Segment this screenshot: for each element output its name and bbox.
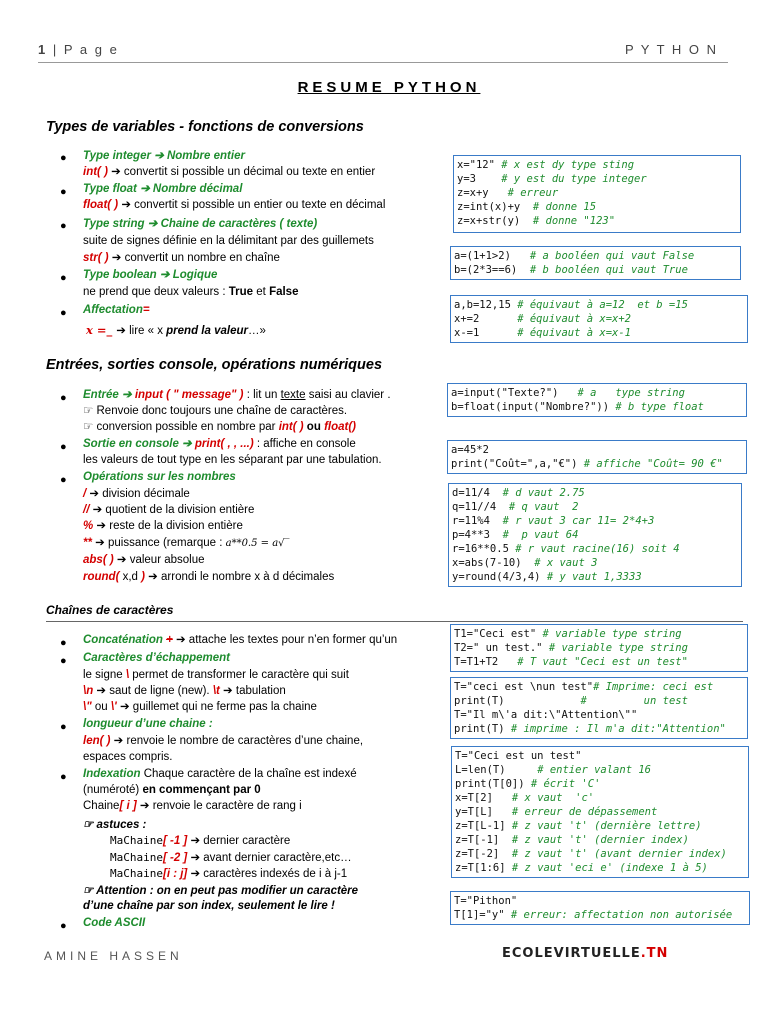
code-line: p=4**3 # p vaut 64: [452, 529, 579, 541]
text-line: Code ASCII: [83, 917, 146, 929]
text-line: Type integer ➔ Nombre entier: [83, 150, 245, 162]
bullet: ●: [60, 392, 67, 404]
text-line: les valeurs de tout type en les séparant par une tabulation.: [83, 454, 382, 466]
section-title-types: Types de variables - fonctions de conversions: [46, 119, 364, 135]
text-line: Indexation Chaque caractère de la chaîne est indexé: [83, 768, 357, 780]
bullet: ●: [60, 721, 67, 733]
bullet: ●: [60, 152, 67, 164]
code-line: T2=" un test." # variable type string: [454, 642, 688, 654]
bullet: ●: [60, 771, 67, 783]
text-line: float( ) ➔ convertit si possible un entier ou texte en décimal: [83, 199, 386, 211]
code-line: a=(1+1>2) # a booléen qui vaut False: [454, 250, 695, 262]
code-line: T[1]="y" # erreur: affectation non autorisée: [454, 909, 733, 921]
code-line: z=int(x)+y # donne 15: [457, 201, 597, 213]
code-line: y=T[L] # erreur de dépassement: [455, 806, 658, 818]
text-line: ☞ Renvoie donc toujours une chaîne de caractères.: [83, 405, 348, 417]
code-line: z=T[1:6] # z vaut 'eci e' (indexe 1 à 5): [455, 862, 708, 874]
code-line: print(T) # un test: [454, 695, 688, 707]
code-line: T="Il m\'a dit:\"Attention\"": [454, 709, 638, 721]
code-box-escape: [450, 677, 748, 739]
text-line: longueur d’une chaine :: [83, 718, 213, 730]
code-line: x=abs(7-10) # x vaut 3: [452, 557, 598, 569]
code-line: q=11//4 # q vaut 2: [452, 501, 579, 513]
page-header-left: [38, 42, 119, 57]
code-line: z=T[-1] # z vaut 't' (dernier index): [455, 834, 689, 846]
bullet: ●: [60, 186, 67, 198]
bullet: ●: [60, 637, 67, 649]
text-line: % ➔ reste de la division entière: [83, 520, 243, 532]
text-line: ** ➔ puissance (remarque : a**0.5 = a√‾: [83, 537, 290, 549]
code-line: T="Pithon": [454, 895, 518, 907]
bullet: ●: [60, 441, 67, 453]
code-box-affectation: [450, 295, 748, 343]
code-box-concat: [450, 624, 748, 672]
code-line: x-=1 # équivaut à x=x-1: [454, 327, 632, 339]
code-line: x+=2 # équivaut à x=x+2: [454, 313, 632, 325]
text-line: le signe \ permet de transformer le caractère qui suit: [83, 669, 349, 681]
text-line: / ➔ division décimale: [83, 488, 190, 500]
code-line: x="12" # x est dy type sting: [457, 159, 635, 171]
code-line: z=T[L-1] # z vaut 't' (dernière lettre): [455, 820, 702, 832]
code-box-input: [447, 383, 747, 417]
text-line: round( x,d ) ➔ arrondi le nombre x à d décimales: [83, 571, 335, 583]
text-line: ☞ conversion possible en nombre par int( ) ou float(): [83, 421, 356, 433]
bullet: ●: [60, 655, 67, 667]
code-box-indexing: [451, 746, 749, 878]
code-line: L=len(T) # entier valant 16: [455, 764, 651, 776]
code-line: T="ceci est \nun test"# Imprime: ceci est: [454, 681, 714, 693]
bullet: ●: [60, 307, 67, 319]
text-line: Opérations sur les nombres: [83, 471, 236, 483]
section-title-strings: Chaînes de caractères: [46, 603, 174, 617]
page-title: RESUME PYTHON: [297, 79, 481, 96]
section-title-io: Entrées, sorties console, opérations numériques: [46, 357, 383, 373]
code-line: b=float(input("Nombre?")) # b type float: [451, 401, 704, 413]
code-box-immutable: [450, 891, 750, 925]
text-line: Chaine[ i ] ➔ renvoie le caractère de rang i: [83, 800, 302, 812]
code-line: z=x+y # erreur: [457, 187, 559, 199]
text-line: ☞ astuces :: [83, 819, 147, 831]
text-line: Type float ➔ Nombre décimal: [83, 183, 243, 195]
page-word: P a g e: [63, 42, 119, 57]
text-line: // ➔ quotient de la division entière: [83, 504, 255, 516]
text-line: espaces compris.: [83, 751, 173, 763]
text-line: \" ou \' ➔ guillemet qui ne ferme pas la chaine: [83, 701, 317, 713]
text-line: Caractères d’échappement: [83, 652, 231, 664]
code-line: T1="Ceci est" # variable type string: [454, 628, 682, 640]
page-number: 1: [38, 42, 48, 57]
logo-text: ECOLEVIRTUELLE.TN: [502, 946, 669, 961]
code-line: r=16**0.5 # r vaut racine(16) soit 4: [452, 543, 680, 555]
footer-author: AMINE HASSEN: [44, 949, 183, 963]
code-line: z=T[-2] # z vaut 't' (avant dernier index): [455, 848, 727, 860]
code-line: b=(2*3==6) # b booléen qui vaut True: [454, 264, 688, 276]
code-box-operations: [448, 483, 742, 587]
bullet: ●: [60, 474, 67, 486]
text-line: Sortie en console ➔ print( , , ...) : affiche en console: [83, 438, 356, 450]
code-line: z=x+str(y) # donne "123": [457, 215, 616, 227]
code-line: T="Ceci est un test": [455, 750, 582, 762]
text-line: Affectation=: [83, 304, 150, 316]
code-line: d=11/4 # d vaut 2.75: [452, 487, 585, 499]
bullet: ●: [60, 920, 67, 932]
code-line: x=T[2] # x vaut 'c': [455, 792, 595, 804]
text-line: Type boolean ➔ Logique: [83, 269, 218, 281]
page-sep: |: [47, 42, 64, 57]
page-header-right: P Y T H O N: [624, 42, 718, 57]
code-line: r=11%4 # r vaut 3 car 11= 2*4+3: [452, 515, 655, 527]
code-box-variables: [453, 155, 741, 233]
code-box-booleans: [450, 246, 741, 280]
header-rule: [38, 62, 728, 63]
text-line: MaChaine[ -1 ] ➔ dernier caractère: [110, 834, 291, 847]
code-line: print(T) # imprime : Il m'a dit:"Attention": [454, 723, 726, 735]
text-line: Entrée ➔ input ( " message" ) : lit un texte saisi au clavier .: [83, 389, 391, 401]
text-line: x =_ ➔ lire « x prend la valeur…»: [86, 323, 266, 337]
code-box-print: [447, 440, 747, 474]
code-line: a,b=12,15 # équivaut à a=12 et b =15: [454, 299, 688, 311]
text-line: MaChaine[ -2 ] ➔ avant dernier caractère,etc…: [110, 851, 352, 864]
text-line: Concaténation + ➔ attache les textes pour n’en former qu’un: [83, 634, 398, 646]
text-line: abs( ) ➔ valeur absolue: [83, 554, 205, 566]
bullet: ●: [60, 220, 67, 232]
text-line: \n ➔ saut de ligne (new). \t ➔ tabulation: [83, 685, 286, 697]
code-line: y=round(4/3,4) # y vaut 1,3333: [452, 571, 642, 583]
section-rule: [46, 621, 743, 622]
code-line: T=T1+T2 # T vaut "Ceci est un test": [454, 656, 688, 668]
text-line: ne prend que deux valeurs : True et False: [83, 286, 299, 298]
code-line: print("Coût=",a,"€") # affiche "Coût= 90 €": [451, 458, 723, 470]
code-line: a=input("Texte?") # a type string: [451, 387, 685, 399]
text-line: d’une chaîne par son index, seulement le lire !: [83, 900, 335, 912]
text-line: Type string ➔ Chaine de caractères ( texte): [83, 218, 318, 230]
text-line: len( ) ➔ renvoie le nombre de caractères d’une chaine,: [83, 735, 364, 747]
text-line: (numéroté) en commençant par 0: [83, 784, 261, 796]
footer-logo: [502, 946, 668, 961]
text-line: MaChaine[i : j] ➔ caractères indexés de i à j-1: [110, 867, 348, 880]
code-line: y=3 # y est du type integer: [457, 173, 647, 185]
code-line: a=45*2: [451, 444, 489, 456]
text-line: int( ) ➔ convertit si possible un décimal ou texte en entier: [83, 166, 376, 178]
bullet: ●: [60, 272, 67, 284]
code-line: print(T[0]) # écrit 'C': [455, 778, 601, 790]
text-line: ☞ Attention : on en peut pas modifier un caractère: [83, 885, 359, 897]
text-line: suite de signes définie en la délimitant par des guillemets: [83, 235, 374, 247]
text-line: str( ) ➔ convertit un nombre en chaîne: [83, 252, 280, 264]
